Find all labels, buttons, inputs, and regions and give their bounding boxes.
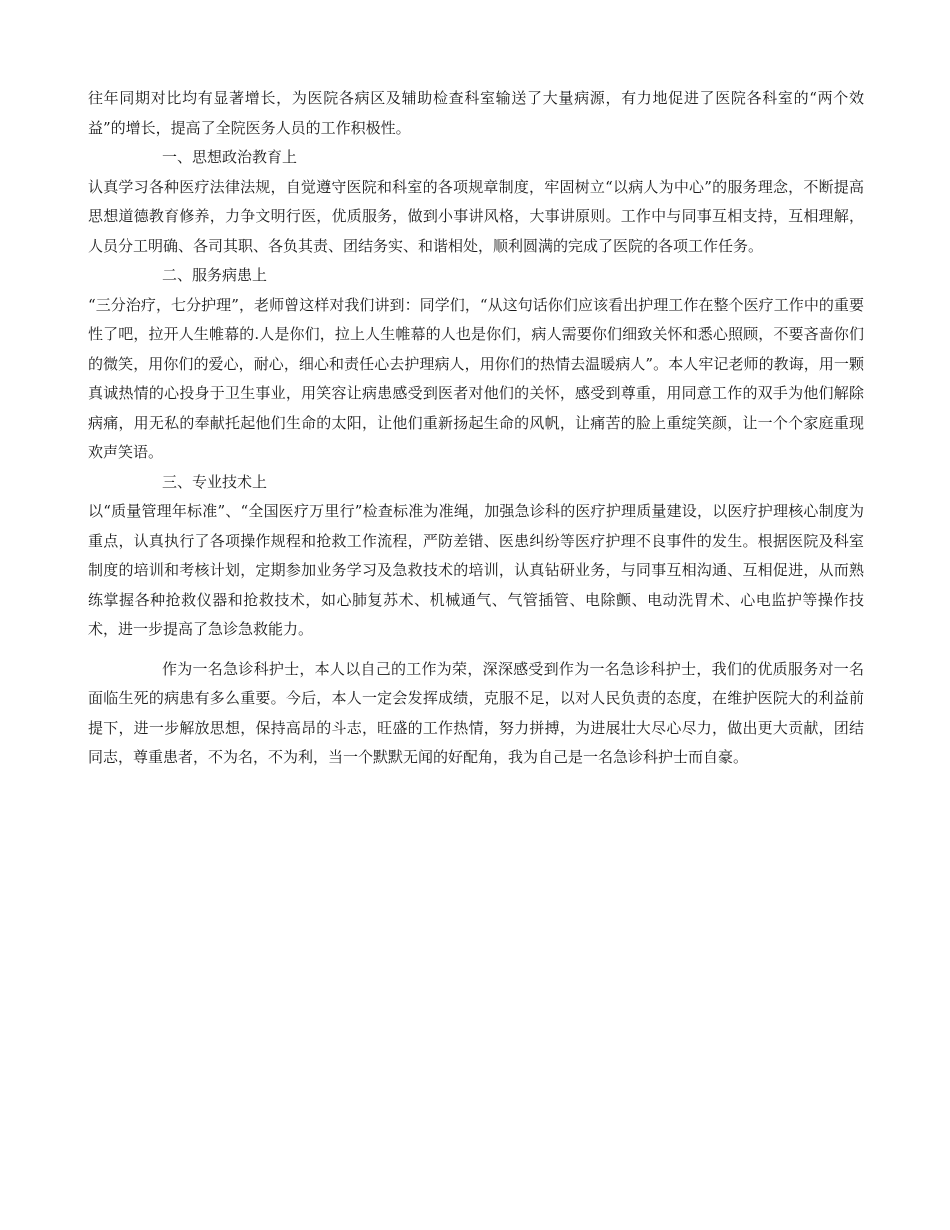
section-body-service: “三分治疗，七分护理”，老师曾这样对我们讲到：同学们，“从这句话你们应该看出护理工作在整个医疗工作中的重要性了吧，拉开人生帷幕的.人是你们，拉上人生帷幕的人也是你们，病人需要你们细致关怀和悉心照顾，不要吝啬你们的微笑，用你们的爱心，耐心，细心和责任心去护理病人，用你们的热情去温暖病人”。本人牢记老师的教诲，用一颗真诚热情的心投身于卫生事业，用笑容让病患感受到医者对他们的关怀，感受到尊重，用同意工作的双手为他们解除病痛，用无私的奉献托起他们生命的太阳，让他们重新扬起生命的风帆，让痛苦的脸上重绽笑颜，让一个个家庭重现欢声笑语。 — [88, 295, 864, 461]
section-heading-service: 二、服务病患上 — [162, 266, 268, 284]
section-heading-technique: 三、专业技术上 — [162, 472, 268, 491]
document-page — [88, 84, 864, 773]
section-body-politics: 认真学习各种医疗法律法规，自觉遵守医院和科室的各项规章制度，牢固树立“以病人为中心”的服务理念，不断提高思想道德教育修养，力争文明行医，优质服务，做到小事讲风格，大事讲原则。工作中与同事互相支持，互相理解，人员分工明确、各司其职、各负其责、团结务实、和谐相处，顺利圆满的完成了医院的各项工作任务。 — [88, 177, 864, 255]
conclusion-paragraph: 作为一名急诊科护士，本人以自己的工作为荣，深深感受到作为一名急诊科护士，我们的优质服务对一名面临生死的病患有多么重要。今后，本人一定会发挥成绩，克服不足，以对人民负责的态度，在维护医院大的利益前提下，进一步解放思想，保持高昂的斗志，旺盛的工作热情，努力拼搏，为进展壮大尽心尽力，做出更大贡献，团结同志，尊重患者，不为名，不为利，当一个默默无闻的好配角，我为自己是一名急诊科护士而自豪。 — [88, 659, 864, 766]
section-heading-politics: 一、思想政治教育上 — [162, 148, 298, 166]
section-body-technique: 以“质量管理年标准”、“全国医疗万里行”检查标准为准绳，加强急诊科的医疗护理质量建设，以医疗护理核心制度为重点，认真执行了各项操作规程和抢救工作流程，严防差错、医患纠纷等医疗护理不良事件的发生。根据医院及科室制度的培训和考核计划，定期参加业务学习及急救技术的培训，认真钻研业务，与同事互相沟通、互相促进，从而熟练掌握各种抢救仪器和抢救技术，如心肺复苏术、机械通气、气管插管、电除颤、电动洗胃术、心电监护等操作技术，进一步提高了急诊急救能力。 — [88, 502, 864, 638]
intro-paragraph: 往年同期对比均有显著增长，为医院各病区及辅助检查科室输送了大量病源，有力地促进了医院各科室的“两个效益”的增长，提高了全院医务人员的工作积极性。 — [88, 89, 864, 137]
